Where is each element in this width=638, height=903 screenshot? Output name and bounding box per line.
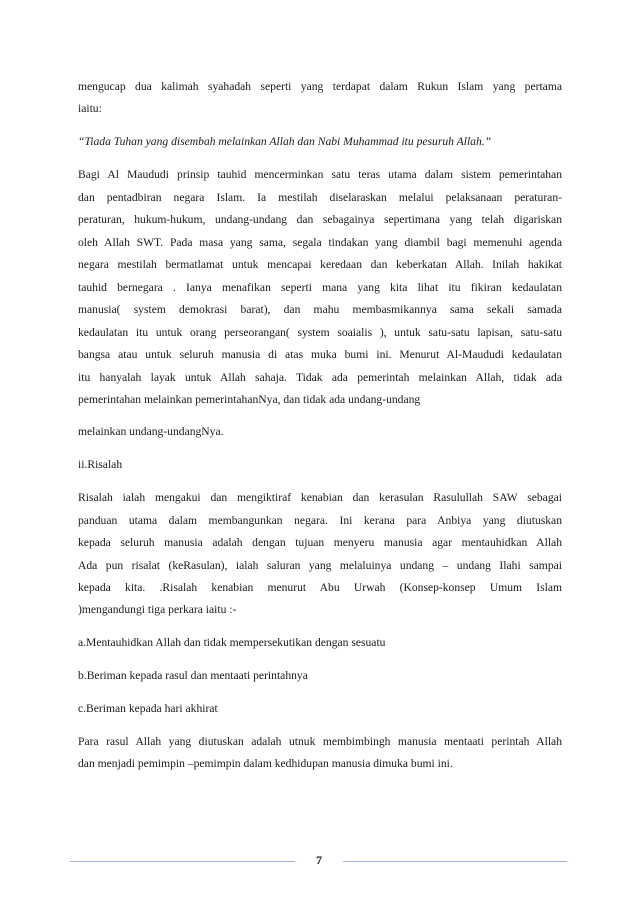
text-line: melainkan undang-undangNya. (78, 425, 224, 438)
section-heading: ii.Risalah (78, 458, 123, 471)
footer-rule-left (70, 861, 295, 862)
text-line: kepada seluruh manusia adalah dengan tujuan menyeru manusia agar mentauhidkan Allah (78, 536, 562, 549)
text-line: bangsa atau untuk seluruh manusia di atas muka bumi ini. Menurut Al-Maududi kedaulatan (78, 348, 562, 361)
text-line: iaitu: (78, 102, 102, 115)
footer-rule-right (343, 861, 567, 862)
text-line: Para rasul Allah yang diutuskan adalah utnuk membimbingh manusia mentaati perintah Allah (78, 735, 562, 748)
page-number: 7 (316, 853, 322, 867)
text-line: itu hanyalah layak untuk Allah sahaja. Tidak ada pemerintah melainkan Allah, tidak ada (78, 371, 562, 384)
text-line: mengucap dua kalimah syahadah seperti yang terdapat dalam Rukun Islam yang pertama (78, 80, 562, 93)
text-line: Ada pun risalat (keRasulan), ialah saluran yang melaluinya undang – undang Ilahi sampai (78, 559, 562, 572)
list-item: b.Beriman kepada rasul dan mentaati perintahnya (78, 669, 308, 682)
text-line: Risalah ialah mengakui dan mengiktiraf kenabian dan kerasulan Rasulullah SAW sebagai (78, 491, 562, 504)
text-line: negara mestilah bermatlamat untuk mencapai keredaan dan keberkatan Allah. Inilah hakikat (78, 258, 562, 271)
text-line: manusia( system demokrasi barat), dan mahu membasmikannya sama sekali samada (78, 303, 562, 316)
text-line: tauhid bernegara . Ianya menafikan seperti mana yang kita lihat itu fikiran kedaulatan (78, 281, 562, 294)
list-item: c.Beriman kepada hari akhirat (78, 702, 218, 715)
text-line: kedaulatan itu untuk orang perseorangan( system soaialis ), untuk satu-satu lapisan, satu-satu (78, 326, 562, 339)
text-line: pemerintahan melainkan pemerintahanNya, dan tidak ada undang-undang (78, 393, 421, 406)
text-line: kepada kita. .Risalah kenabian menurut Abu Urwah (Konsep-konsep Umum Islam (78, 581, 562, 594)
text-line: dan pentadbiran negara Islam. Ia mestilah diselaraskan melalui pelaksanaan peraturan- (78, 191, 562, 204)
text-line: )mengandungi tiga perkara iaitu :- (78, 603, 237, 616)
text-line: Bagi Al Maududi prinsip tauhid mencerminkan satu teras utama dalam sistem pemerintahan (78, 168, 562, 181)
quote-line: “Tiada Tuhan yang disembah melainkan Allah dan Nabi Muhammad itu pesuruh Allah.” (78, 135, 492, 148)
text-line: peraturan, hukum-hukum, undang-undang dan sebagainya sepertimana yang telah digariskan (78, 213, 562, 226)
text-line: panduan utama dalam membangunkan negara. Ini kerana para Anbiya yang diutuskan (78, 514, 562, 527)
list-item: a.Mentauhidkan Allah dan tidak mempersekutikan dengan sesuatu (78, 636, 386, 649)
text-line: dan menjadi pemimpin –pemimpin dalam kedhidupan manusia dimuka bumi ini. (78, 757, 453, 770)
text-line: oleh Allah SWT. Pada masa yang sama, segala tindakan yang diambil bagi memenuhi agenda (78, 236, 562, 249)
